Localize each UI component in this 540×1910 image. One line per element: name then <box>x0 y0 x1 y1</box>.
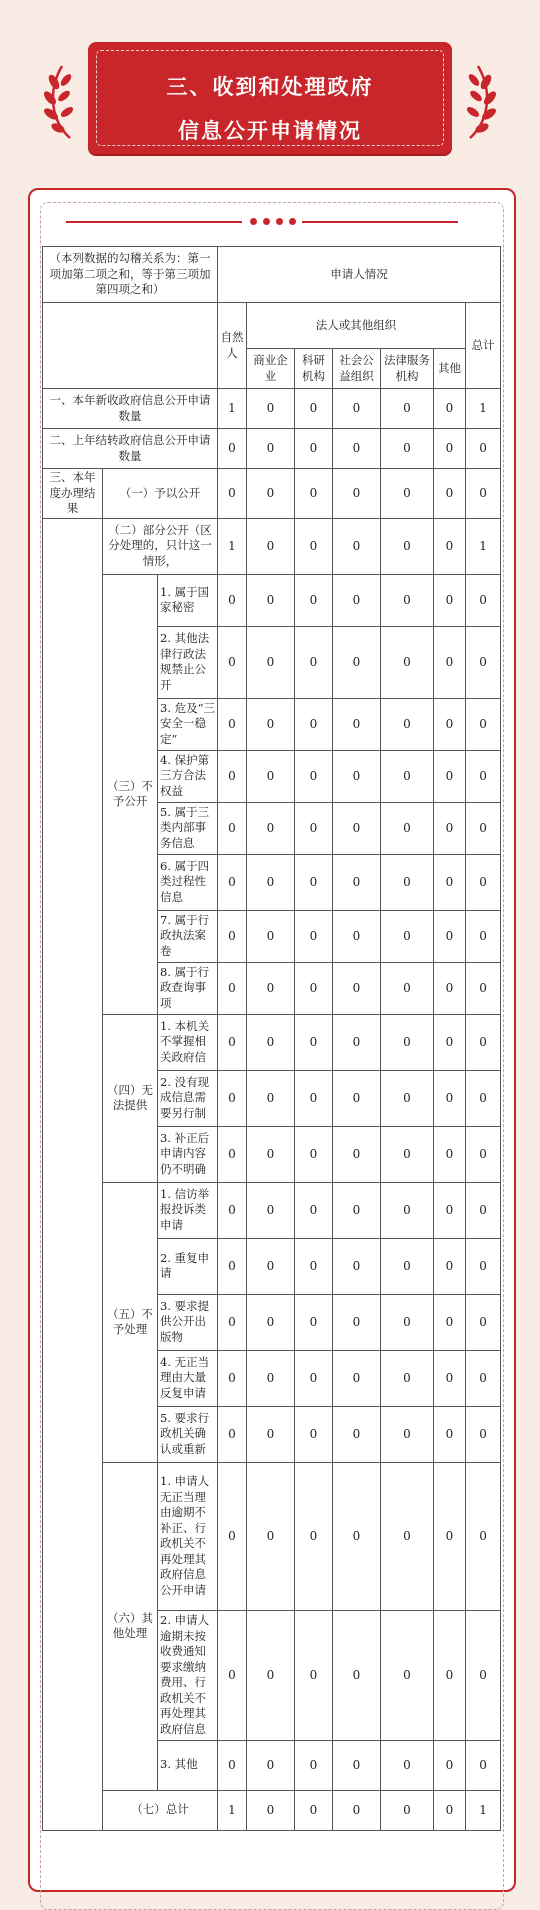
value-cell: 0 <box>218 854 247 910</box>
value-cell: 0 <box>333 1462 381 1610</box>
value-cell: 0 <box>247 1740 295 1790</box>
value-cell: 0 <box>434 389 466 429</box>
value-cell: 0 <box>247 1126 295 1182</box>
value-cell: 1 <box>218 389 247 429</box>
header-other: 其他 <box>434 349 466 389</box>
value-cell: 0 <box>466 802 501 854</box>
section-title-line-1: 三、收到和处理政府 <box>166 75 374 99</box>
value-cell: 0 <box>381 626 434 698</box>
value-cell: 0 <box>434 1294 466 1350</box>
value-cell: 0 <box>333 750 381 802</box>
item-label: 1. 本机关不掌握相关政府信 <box>158 1014 218 1070</box>
value-cell: 0 <box>218 1610 247 1740</box>
value-cell: 1 <box>466 389 501 429</box>
value-cell: 0 <box>218 1238 247 1294</box>
value-cell: 0 <box>381 1070 434 1126</box>
value-cell: 0 <box>466 1182 501 1238</box>
value-cell: 0 <box>434 574 466 626</box>
value-cell: 0 <box>381 429 434 469</box>
value-cell: 0 <box>333 802 381 854</box>
group-label: （五）不予处理 <box>103 1182 158 1462</box>
value-cell: 1 <box>466 518 501 574</box>
value-cell: 0 <box>218 1350 247 1406</box>
value-cell: 0 <box>247 1350 295 1406</box>
item-label: 4. 保护第三方合法权益 <box>158 750 218 802</box>
value-cell: 0 <box>381 962 434 1014</box>
item-label: 1. 属于国家秘密 <box>158 574 218 626</box>
value-cell: 0 <box>434 429 466 469</box>
value-cell: 0 <box>333 1182 381 1238</box>
value-cell: 0 <box>295 1294 333 1350</box>
value-cell: 0 <box>247 389 295 429</box>
value-cell: 0 <box>247 1610 295 1740</box>
value-cell: 0 <box>333 1406 381 1462</box>
item-label: 5. 属于三类内部事务信息 <box>158 802 218 854</box>
value-cell: 0 <box>466 1238 501 1294</box>
value-cell: 0 <box>247 910 295 962</box>
value-cell: 0 <box>333 469 381 519</box>
value-cell: 0 <box>434 1462 466 1610</box>
value-cell: 0 <box>295 1014 333 1070</box>
value-cell: 0 <box>434 750 466 802</box>
value-cell: 0 <box>218 1182 247 1238</box>
value-cell: 0 <box>295 910 333 962</box>
item-label: 3. 要求提供公开出版物 <box>158 1294 218 1350</box>
item-label: 6. 属于四类过程性信息 <box>158 854 218 910</box>
value-cell: 0 <box>247 854 295 910</box>
value-cell: 0 <box>381 1126 434 1182</box>
value-cell: 0 <box>295 1070 333 1126</box>
value-cell: 0 <box>218 962 247 1014</box>
item-label: 3. 其他 <box>158 1740 218 1790</box>
section-title-banner <box>88 42 452 154</box>
value-cell: 0 <box>218 1740 247 1790</box>
value-cell: 0 <box>381 1406 434 1462</box>
item-label: 2. 其他法律行政法规禁止公开 <box>158 626 218 698</box>
group-label: （一）予以公开 <box>103 469 218 519</box>
header-natural-person: 自然人 <box>218 303 247 389</box>
header-legal-or-other: 法人或其他组织 <box>247 303 466 349</box>
value-cell: 0 <box>381 1014 434 1070</box>
value-cell: 0 <box>466 1350 501 1406</box>
value-cell: 0 <box>247 802 295 854</box>
value-cell: 0 <box>295 518 333 574</box>
value-cell: 0 <box>218 910 247 962</box>
value-cell: 0 <box>466 1406 501 1462</box>
value-cell: 0 <box>295 802 333 854</box>
value-cell: 0 <box>434 1126 466 1182</box>
value-cell: 0 <box>434 1182 466 1238</box>
value-cell: 0 <box>434 1350 466 1406</box>
header-research: 科研机构 <box>295 349 333 389</box>
value-cell: 0 <box>434 1014 466 1070</box>
value-cell: 1 <box>218 518 247 574</box>
value-cell: 0 <box>381 698 434 750</box>
value-cell: 0 <box>333 1740 381 1790</box>
value-cell: 0 <box>381 910 434 962</box>
value-cell: 0 <box>466 1740 501 1790</box>
value-cell: 0 <box>333 1610 381 1740</box>
value-cell: 0 <box>434 698 466 750</box>
table-row <box>43 574 501 626</box>
value-cell: 0 <box>247 1238 295 1294</box>
table-row <box>43 303 501 349</box>
banner-dashed-frame <box>96 50 444 146</box>
value-cell: 0 <box>333 1790 381 1830</box>
value-cell: 0 <box>466 698 501 750</box>
value-cell: 0 <box>381 802 434 854</box>
value-cell: 0 <box>247 429 295 469</box>
value-cell: 0 <box>381 750 434 802</box>
header-legal-service: 法律服务机构 <box>381 349 434 389</box>
item-label: 5. 要求行政机关确认或重新 <box>158 1406 218 1462</box>
header-applicant-situation: 申请人情况 <box>218 247 501 303</box>
value-cell: 0 <box>333 698 381 750</box>
value-cell: 0 <box>247 469 295 519</box>
value-cell: 0 <box>381 1182 434 1238</box>
value-cell: 0 <box>218 1070 247 1126</box>
value-cell: 0 <box>434 1070 466 1126</box>
value-cell: 0 <box>218 429 247 469</box>
table-row <box>43 1014 501 1070</box>
value-cell: 0 <box>466 1610 501 1740</box>
value-cell: 0 <box>333 1126 381 1182</box>
value-cell: 0 <box>247 626 295 698</box>
value-cell: 0 <box>295 626 333 698</box>
value-cell: 0 <box>218 626 247 698</box>
header-commercial: 商业企业 <box>247 349 295 389</box>
value-cell: 0 <box>218 1462 247 1610</box>
header-blank <box>43 303 218 389</box>
laurel-right-icon <box>458 60 498 140</box>
value-cell: 0 <box>295 1238 333 1294</box>
value-cell: 0 <box>295 429 333 469</box>
item-label: 1. 信访举报投诉类申请 <box>158 1182 218 1238</box>
value-cell: 0 <box>333 429 381 469</box>
value-cell: 0 <box>434 469 466 519</box>
value-cell: 0 <box>434 1610 466 1740</box>
value-cell: 0 <box>247 574 295 626</box>
value-cell: 0 <box>295 1462 333 1610</box>
value-cell: 0 <box>333 1070 381 1126</box>
table-row <box>43 518 501 574</box>
value-cell: 0 <box>247 1406 295 1462</box>
value-cell: 0 <box>333 1350 381 1406</box>
value-cell: 0 <box>466 750 501 802</box>
value-cell: 0 <box>333 854 381 910</box>
value-cell: 0 <box>466 1126 501 1182</box>
value-cell: 0 <box>381 1462 434 1610</box>
table-row <box>43 429 501 469</box>
value-cell: 0 <box>381 1294 434 1350</box>
value-cell: 0 <box>381 1610 434 1740</box>
value-cell: 0 <box>295 750 333 802</box>
group-label: （七）总计 <box>103 1790 218 1830</box>
item-label: 8. 属于行政查询事项 <box>158 962 218 1014</box>
value-cell: 0 <box>295 1790 333 1830</box>
row-label: 二、上年结转政府信息公开申请数量 <box>43 429 218 469</box>
decorative-divider <box>66 214 458 230</box>
table-row <box>43 1182 501 1238</box>
value-cell: 0 <box>333 1014 381 1070</box>
value-cell: 0 <box>218 750 247 802</box>
corner-note: （本列数据的勾稽关系为：第一项加第二项之和，等于第三项加第四项之和） <box>43 247 218 303</box>
value-cell: 0 <box>381 1740 434 1790</box>
value-cell: 1 <box>218 1790 247 1830</box>
item-label: 1. 申请人无正当理由逾期不补正、行政机关不再处理其政府信息公开申请 <box>158 1462 218 1610</box>
value-cell: 0 <box>333 518 381 574</box>
value-cell: 0 <box>434 518 466 574</box>
value-cell: 0 <box>247 1462 295 1610</box>
value-cell: 0 <box>295 854 333 910</box>
value-cell: 0 <box>295 469 333 519</box>
value-cell: 0 <box>218 698 247 750</box>
value-cell: 0 <box>466 574 501 626</box>
value-cell: 0 <box>381 518 434 574</box>
value-cell: 0 <box>466 469 501 519</box>
value-cell: 0 <box>247 1182 295 1238</box>
value-cell: 0 <box>295 1126 333 1182</box>
value-cell: 0 <box>466 626 501 698</box>
value-cell: 0 <box>295 962 333 1014</box>
value-cell: 0 <box>218 1406 247 1462</box>
value-cell: 0 <box>466 429 501 469</box>
item-label: 3. 补正后申请内容仍不明确 <box>158 1126 218 1182</box>
value-cell: 0 <box>333 574 381 626</box>
value-cell: 0 <box>218 469 247 519</box>
item-label: 2. 申请人逾期未按收费通知要求缴纳费用、行政机关不再处理其政府信息 <box>158 1610 218 1740</box>
value-cell: 0 <box>295 389 333 429</box>
value-cell: 0 <box>295 1406 333 1462</box>
row-label-continuation <box>43 518 103 1830</box>
value-cell: 0 <box>466 1014 501 1070</box>
value-cell: 0 <box>466 962 501 1014</box>
value-cell: 0 <box>247 1070 295 1126</box>
value-cell: 0 <box>247 698 295 750</box>
value-cell: 0 <box>218 574 247 626</box>
value-cell: 0 <box>295 1740 333 1790</box>
value-cell: 0 <box>333 1294 381 1350</box>
value-cell: 0 <box>466 1462 501 1610</box>
value-cell: 0 <box>434 626 466 698</box>
value-cell: 0 <box>381 574 434 626</box>
header-banner-area <box>0 0 540 170</box>
item-label: 3. 危及“三安全一稳定” <box>158 698 218 750</box>
group-label: （二）部分公开（区分处理的，只计这一情形， <box>103 518 218 574</box>
value-cell: 0 <box>381 469 434 519</box>
value-cell: 0 <box>295 1182 333 1238</box>
value-cell: 0 <box>218 802 247 854</box>
value-cell: 0 <box>381 1350 434 1406</box>
value-cell: 0 <box>295 698 333 750</box>
value-cell: 0 <box>434 1406 466 1462</box>
row-label: 三、本年度办理结果 <box>43 469 103 519</box>
value-cell: 0 <box>466 1294 501 1350</box>
table-row <box>43 389 501 429</box>
value-cell: 0 <box>295 574 333 626</box>
value-cell: 0 <box>218 1294 247 1350</box>
value-cell: 0 <box>247 1294 295 1350</box>
value-cell: 0 <box>434 1238 466 1294</box>
value-cell: 0 <box>247 962 295 1014</box>
table-row <box>43 1790 501 1830</box>
value-cell: 0 <box>333 962 381 1014</box>
value-cell: 0 <box>333 389 381 429</box>
group-label: （四）无法提供 <box>103 1014 158 1182</box>
row-label: 一、本年新收政府信息公开申请数量 <box>43 389 218 429</box>
value-cell: 0 <box>247 1790 295 1830</box>
value-cell: 0 <box>247 750 295 802</box>
value-cell: 0 <box>434 1740 466 1790</box>
value-cell: 0 <box>247 518 295 574</box>
value-cell: 0 <box>381 854 434 910</box>
table-row <box>43 247 501 303</box>
group-label: （六）其他处理 <box>103 1462 158 1790</box>
value-cell: 0 <box>333 626 381 698</box>
value-cell: 0 <box>434 910 466 962</box>
value-cell: 0 <box>381 1790 434 1830</box>
table-row <box>43 469 501 519</box>
value-cell: 0 <box>333 910 381 962</box>
value-cell: 0 <box>466 910 501 962</box>
group-label: （三）不予公开 <box>103 574 158 1014</box>
laurel-left-icon <box>42 60 82 140</box>
value-cell: 0 <box>466 854 501 910</box>
report-card <box>28 188 516 1892</box>
table-row <box>43 1462 501 1610</box>
value-cell: 0 <box>434 1790 466 1830</box>
value-cell: 1 <box>466 1790 501 1830</box>
section-title-line-2: 信息公开申请情况 <box>178 119 362 143</box>
item-label: 2. 重复申请 <box>158 1238 218 1294</box>
value-cell: 0 <box>295 1610 333 1740</box>
value-cell: 0 <box>247 1014 295 1070</box>
item-label: 2. 没有现成信息需要另行制 <box>158 1070 218 1126</box>
value-cell: 0 <box>295 1350 333 1406</box>
header-social: 社会公益组织 <box>333 349 381 389</box>
value-cell: 0 <box>434 962 466 1014</box>
value-cell: 0 <box>218 1126 247 1182</box>
header-total: 总计 <box>466 303 501 389</box>
value-cell: 0 <box>218 1014 247 1070</box>
item-label: 4. 无正当理由大量反复申请 <box>158 1350 218 1406</box>
value-cell: 0 <box>434 854 466 910</box>
application-stats-table <box>42 246 501 1831</box>
value-cell: 0 <box>434 802 466 854</box>
value-cell: 0 <box>381 1238 434 1294</box>
value-cell: 0 <box>466 1070 501 1126</box>
value-cell: 0 <box>381 389 434 429</box>
item-label: 7. 属于行政执法案卷 <box>158 910 218 962</box>
value-cell: 0 <box>333 1238 381 1294</box>
